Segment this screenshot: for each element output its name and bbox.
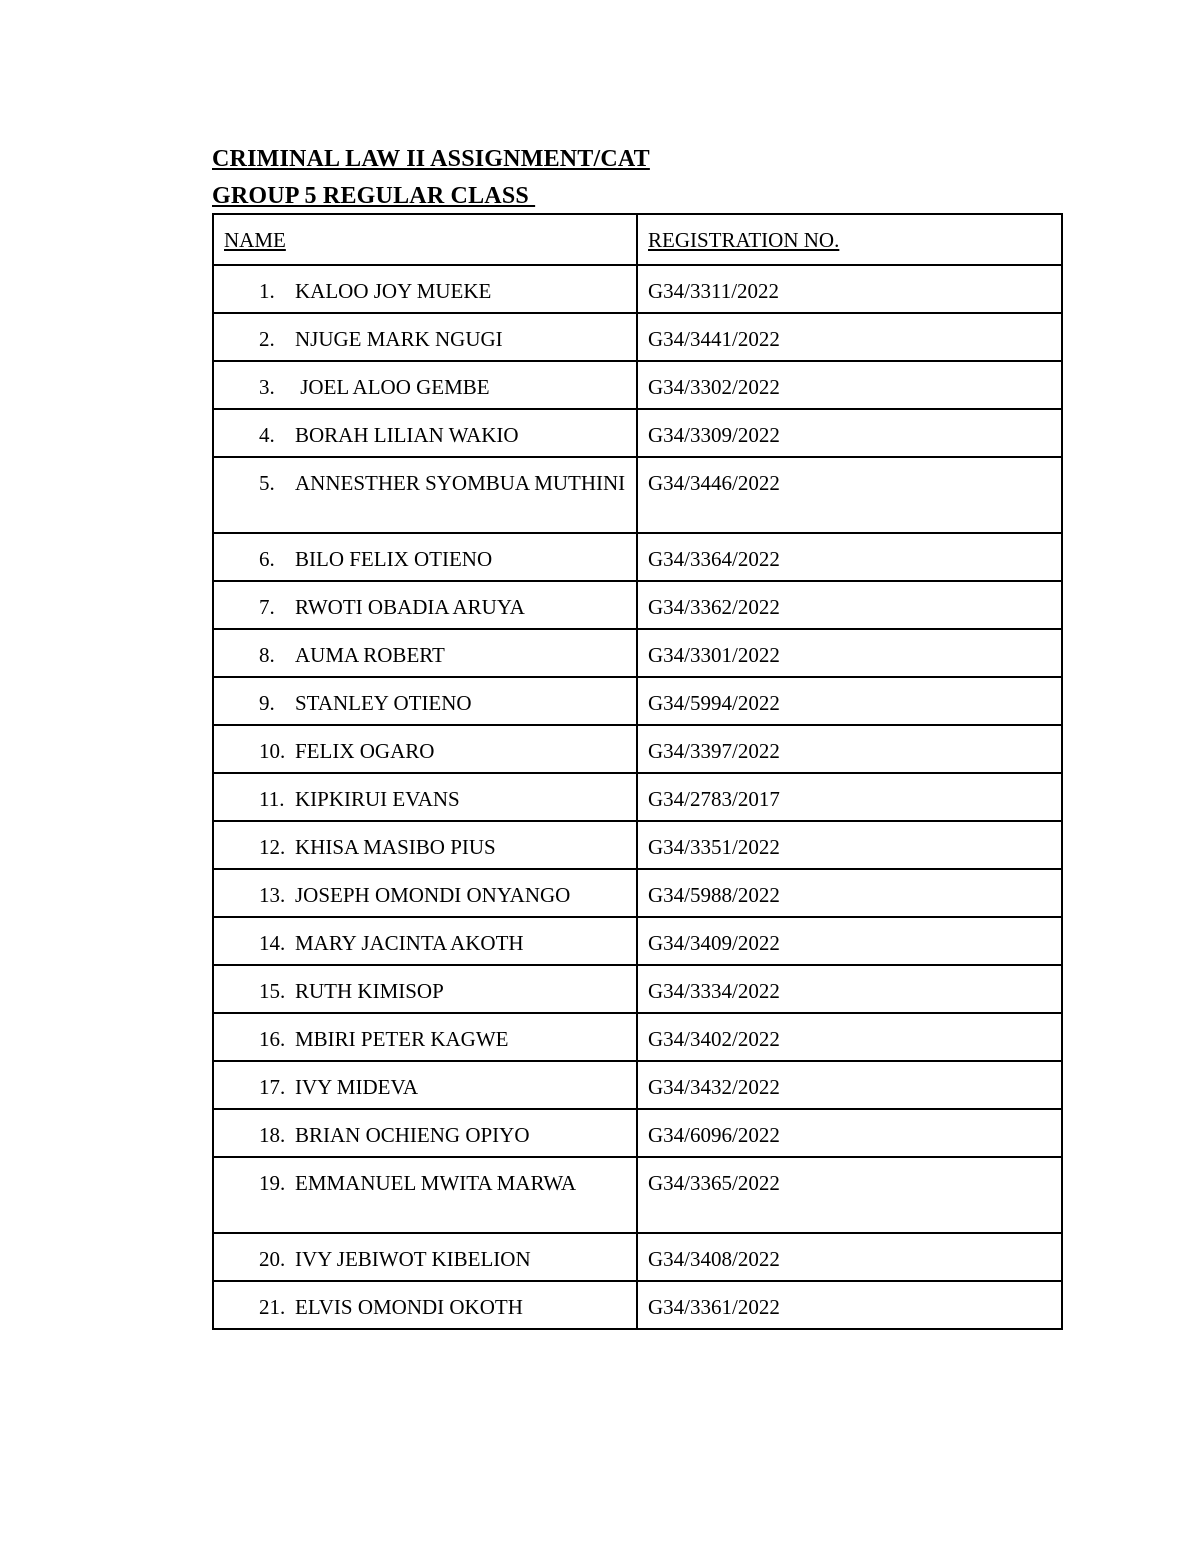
registration-number: G34/5994/2022 [637, 677, 1062, 725]
table-row [213, 725, 1062, 773]
numbered-entry [224, 1026, 626, 1052]
registration-number: G34/3362/2022 [637, 581, 1062, 629]
numbered-entry [224, 834, 626, 860]
name-cell [213, 361, 637, 409]
name-cell [213, 313, 637, 361]
document-title: CRIMINAL LAW II ASSIGNMENT/CAT [212, 146, 650, 172]
numbered-entry [224, 422, 626, 448]
entry-number: 12. [259, 835, 286, 859]
name-cell [213, 265, 637, 313]
student-roster-table [212, 213, 1063, 1330]
registration-number: G34/6096/2022 [637, 1109, 1062, 1157]
registration-number: G34/3301/2022 [637, 629, 1062, 677]
student-name: RUTH KIMISOP [295, 979, 444, 1003]
registration-number: G34/3409/2022 [637, 917, 1062, 965]
registration-number: G34/2783/2017 [637, 773, 1062, 821]
table-row [213, 677, 1062, 725]
registration-number: G34/5988/2022 [637, 869, 1062, 917]
table-row [213, 533, 1062, 581]
table-row [213, 1281, 1062, 1329]
numbered-entry [224, 470, 626, 496]
student-name: IVY JEBIWOT KIBELION [295, 1247, 531, 1271]
student-name: JOEL ALOO GEMBE [295, 375, 490, 399]
document-subtitle: GROUP 5 REGULAR CLASS [212, 183, 536, 209]
student-name: ANNESTHER SYOMBUA MUTHINI [295, 471, 626, 495]
roster-body [213, 214, 1062, 1329]
entry-number: 19. [259, 1171, 286, 1195]
name-cell [213, 1281, 637, 1329]
entry-number: 6. [259, 547, 275, 571]
student-name: BILO FELIX OTIENO [295, 547, 493, 571]
numbered-entry [224, 738, 626, 764]
student-name: EMMANUEL MWITA MARWA [295, 1171, 577, 1195]
numbered-entry [224, 786, 626, 812]
name-cell [213, 581, 637, 629]
entry-number: 21. [259, 1295, 286, 1319]
table-row [213, 869, 1062, 917]
numbered-entry [224, 1074, 626, 1100]
table-row [213, 1157, 1062, 1233]
name-cell [213, 457, 637, 533]
entry-number: 5. [259, 471, 275, 495]
name-cell [213, 409, 637, 457]
entry-number: 2. [259, 327, 275, 351]
name-cell [213, 821, 637, 869]
student-name: FELIX OGARO [295, 739, 435, 763]
table-row [213, 265, 1062, 313]
entry-number: 13. [259, 883, 286, 907]
student-name: MBIRI PETER KAGWE [295, 1027, 509, 1051]
numbered-entry [224, 374, 626, 400]
student-name: IVY MIDEVA [295, 1075, 419, 1099]
entry-number: 9. [259, 691, 275, 715]
entry-number: 16. [259, 1027, 286, 1051]
numbered-entry [224, 882, 626, 908]
entry-number: 8. [259, 643, 275, 667]
registration-number: G34/3432/2022 [637, 1061, 1062, 1109]
numbered-entry [224, 642, 626, 668]
name-cell [213, 965, 637, 1013]
table-row [213, 773, 1062, 821]
numbered-entry [224, 1170, 626, 1196]
table-row [213, 581, 1062, 629]
entry-number: 4. [259, 423, 275, 447]
table-row [213, 821, 1062, 869]
numbered-entry [224, 1246, 626, 1272]
student-name: AUMA ROBERT [295, 643, 445, 667]
name-cell [213, 1157, 637, 1233]
table-row [213, 1233, 1062, 1281]
name-cell [213, 1233, 637, 1281]
student-name: KIPKIRUI EVANS [295, 787, 460, 811]
numbered-entry [224, 1294, 626, 1320]
table-row [213, 965, 1062, 1013]
student-name: KALOO JOY MUEKE [295, 279, 492, 303]
entry-number: 10. [259, 739, 286, 763]
name-cell [213, 917, 637, 965]
numbered-entry [224, 690, 626, 716]
table-row [213, 1109, 1062, 1157]
student-name: KHISA MASIBO PIUS [295, 835, 496, 859]
name-cell [213, 677, 637, 725]
entry-number: 11. [259, 787, 285, 811]
entry-number: 1. [259, 279, 275, 303]
registration-number: G34/3364/2022 [637, 533, 1062, 581]
numbered-entry [224, 594, 626, 620]
registration-number: G34/3302/2022 [637, 361, 1062, 409]
registration-number: G34/3311/2022 [637, 265, 1062, 313]
student-name: NJUGE MARK NGUGI [295, 327, 503, 351]
name-cell [213, 533, 637, 581]
student-name: MARY JACINTA AKOTH [295, 931, 524, 955]
table-row [213, 457, 1062, 533]
entry-number: 15. [259, 979, 286, 1003]
header-name: NAME [213, 214, 637, 265]
student-name: ELVIS OMONDI OKOTH [295, 1295, 523, 1319]
registration-number: G34/3446/2022 [637, 457, 1062, 533]
numbered-entry [224, 546, 626, 572]
name-cell [213, 725, 637, 773]
numbered-entry [224, 1122, 626, 1148]
header-registration-no: REGISTRATION NO. [637, 214, 1062, 265]
table-row [213, 1061, 1062, 1109]
name-cell [213, 773, 637, 821]
numbered-entry [224, 326, 626, 352]
name-cell [213, 869, 637, 917]
numbered-entry [224, 978, 626, 1004]
student-name: BORAH LILIAN WAKIO [295, 423, 519, 447]
student-name: JOSEPH OMONDI ONYANGO [295, 883, 571, 907]
registration-number: G34/3309/2022 [637, 409, 1062, 457]
numbered-entry [224, 278, 626, 304]
registration-number: G34/3351/2022 [637, 821, 1062, 869]
entry-number: 20. [259, 1247, 286, 1271]
table-header-row [213, 214, 1062, 265]
table-row [213, 917, 1062, 965]
registration-number: G34/3402/2022 [637, 1013, 1062, 1061]
entry-number: 17. [259, 1075, 286, 1099]
student-name: STANLEY OTIENO [295, 691, 472, 715]
student-name: RWOTI OBADIA ARUYA [295, 595, 525, 619]
student-name: BRIAN OCHIENG OPIYO [295, 1123, 530, 1147]
name-cell [213, 1109, 637, 1157]
table-row [213, 629, 1062, 677]
entry-number: 14. [259, 931, 286, 955]
table-row [213, 361, 1062, 409]
registration-number: G34/3334/2022 [637, 965, 1062, 1013]
registration-number: G34/3397/2022 [637, 725, 1062, 773]
registration-number: G34/3365/2022 [637, 1157, 1062, 1233]
registration-number: G34/3441/2022 [637, 313, 1062, 361]
numbered-entry [224, 930, 626, 956]
registration-number: G34/3361/2022 [637, 1281, 1062, 1329]
table-row [213, 1013, 1062, 1061]
table-row [213, 409, 1062, 457]
registration-number: G34/3408/2022 [637, 1233, 1062, 1281]
name-cell [213, 629, 637, 677]
name-cell [213, 1061, 637, 1109]
entry-number: 18. [259, 1123, 286, 1147]
table-row [213, 313, 1062, 361]
name-cell [213, 1013, 637, 1061]
entry-number: 7. [259, 595, 275, 619]
entry-number: 3. [259, 375, 275, 399]
